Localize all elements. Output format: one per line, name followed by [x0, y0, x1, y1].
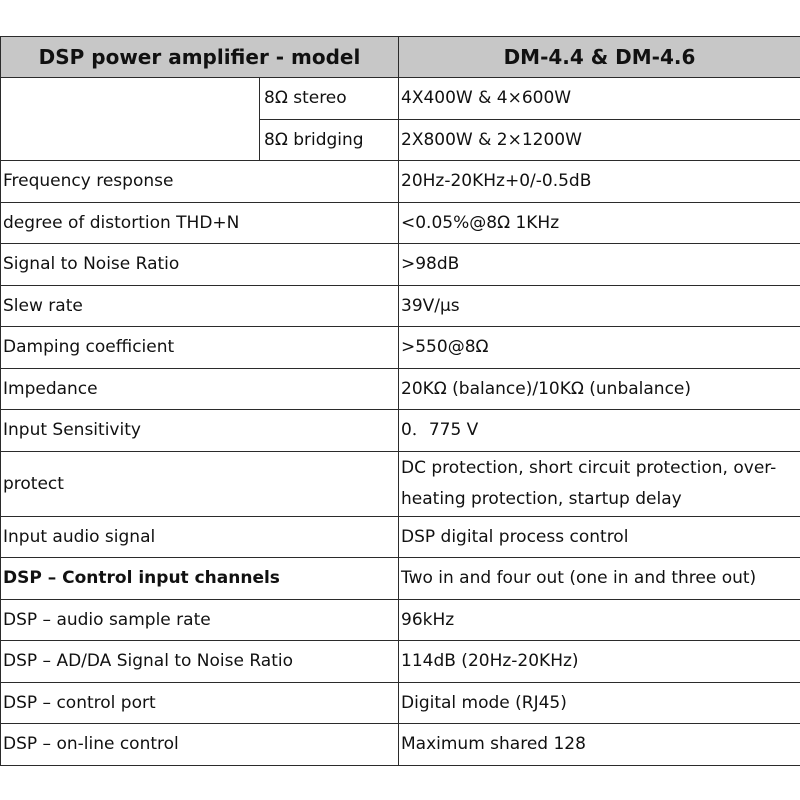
row-label: Input audio signal	[1, 516, 399, 558]
table-row	[1, 327, 800, 369]
row-value: >550@8Ω	[399, 327, 800, 369]
table-row	[1, 285, 800, 327]
row-value: 114dB (20Hz-20KHz)	[399, 641, 800, 683]
row-value: <0.05%@8Ω 1KHz	[399, 202, 800, 244]
table-row	[1, 599, 800, 641]
row-label: Frequency response	[1, 161, 399, 203]
table-row	[1, 368, 800, 410]
row-label: degree of distortion THD+N	[1, 202, 399, 244]
power-stereo-label: 8Ω stereo	[260, 78, 399, 120]
row-value: DC protection, short circuit protection, over-heating protection, startup delay	[399, 451, 800, 516]
row-value: DSP digital process control	[399, 516, 800, 558]
row-label: DSP – Control input channels	[1, 558, 399, 600]
table-header-row	[1, 37, 800, 78]
row-value: 20KΩ (balance)/10KΩ (unbalance)	[399, 368, 800, 410]
header-model-label: DSP power amplifier - model	[1, 37, 399, 78]
row-label: DSP – control port	[1, 682, 399, 724]
table-row	[1, 682, 800, 724]
table-row	[1, 724, 800, 766]
row-label: DSP – on-line control	[1, 724, 399, 766]
table-row	[1, 451, 800, 516]
table-row	[1, 641, 800, 683]
row-label: Signal to Noise Ratio	[1, 244, 399, 286]
power-bridging-label: 8Ω bridging	[260, 119, 399, 161]
table-row	[1, 410, 800, 452]
row-label: protect	[1, 451, 399, 516]
row-value: 0．775 V	[399, 410, 800, 452]
table-row	[1, 161, 800, 203]
power-bridging-value: 2X800W & 2×1200W	[399, 119, 800, 161]
power-stereo-value: 4X400W & 4×600W	[399, 78, 800, 120]
row-label: Damping coefficient	[1, 327, 399, 369]
spec-table	[0, 36, 800, 766]
row-label: DSP – audio sample rate	[1, 599, 399, 641]
row-label: Slew rate	[1, 285, 399, 327]
row-label: DSP – AD/DA Signal to Noise Ratio	[1, 641, 399, 683]
table-row	[1, 244, 800, 286]
table-row	[1, 78, 800, 120]
power-group-cell	[1, 78, 260, 161]
table-row	[1, 516, 800, 558]
row-value: >98dB	[399, 244, 800, 286]
row-value: Two in and four out (one in and three out)	[399, 558, 800, 600]
row-value: 20Hz-20KHz+0/-0.5dB	[399, 161, 800, 203]
row-value: Digital mode (RJ45)	[399, 682, 800, 724]
row-value: Maximum shared 128	[399, 724, 800, 766]
table-row	[1, 202, 800, 244]
table-row	[1, 558, 800, 600]
row-label: Impedance	[1, 368, 399, 410]
header-model-value: DM-4.4 & DM-4.6	[399, 37, 800, 78]
row-value: 39V/μs	[399, 285, 800, 327]
row-label: Input Sensitivity	[1, 410, 399, 452]
row-value: 96kHz	[399, 599, 800, 641]
